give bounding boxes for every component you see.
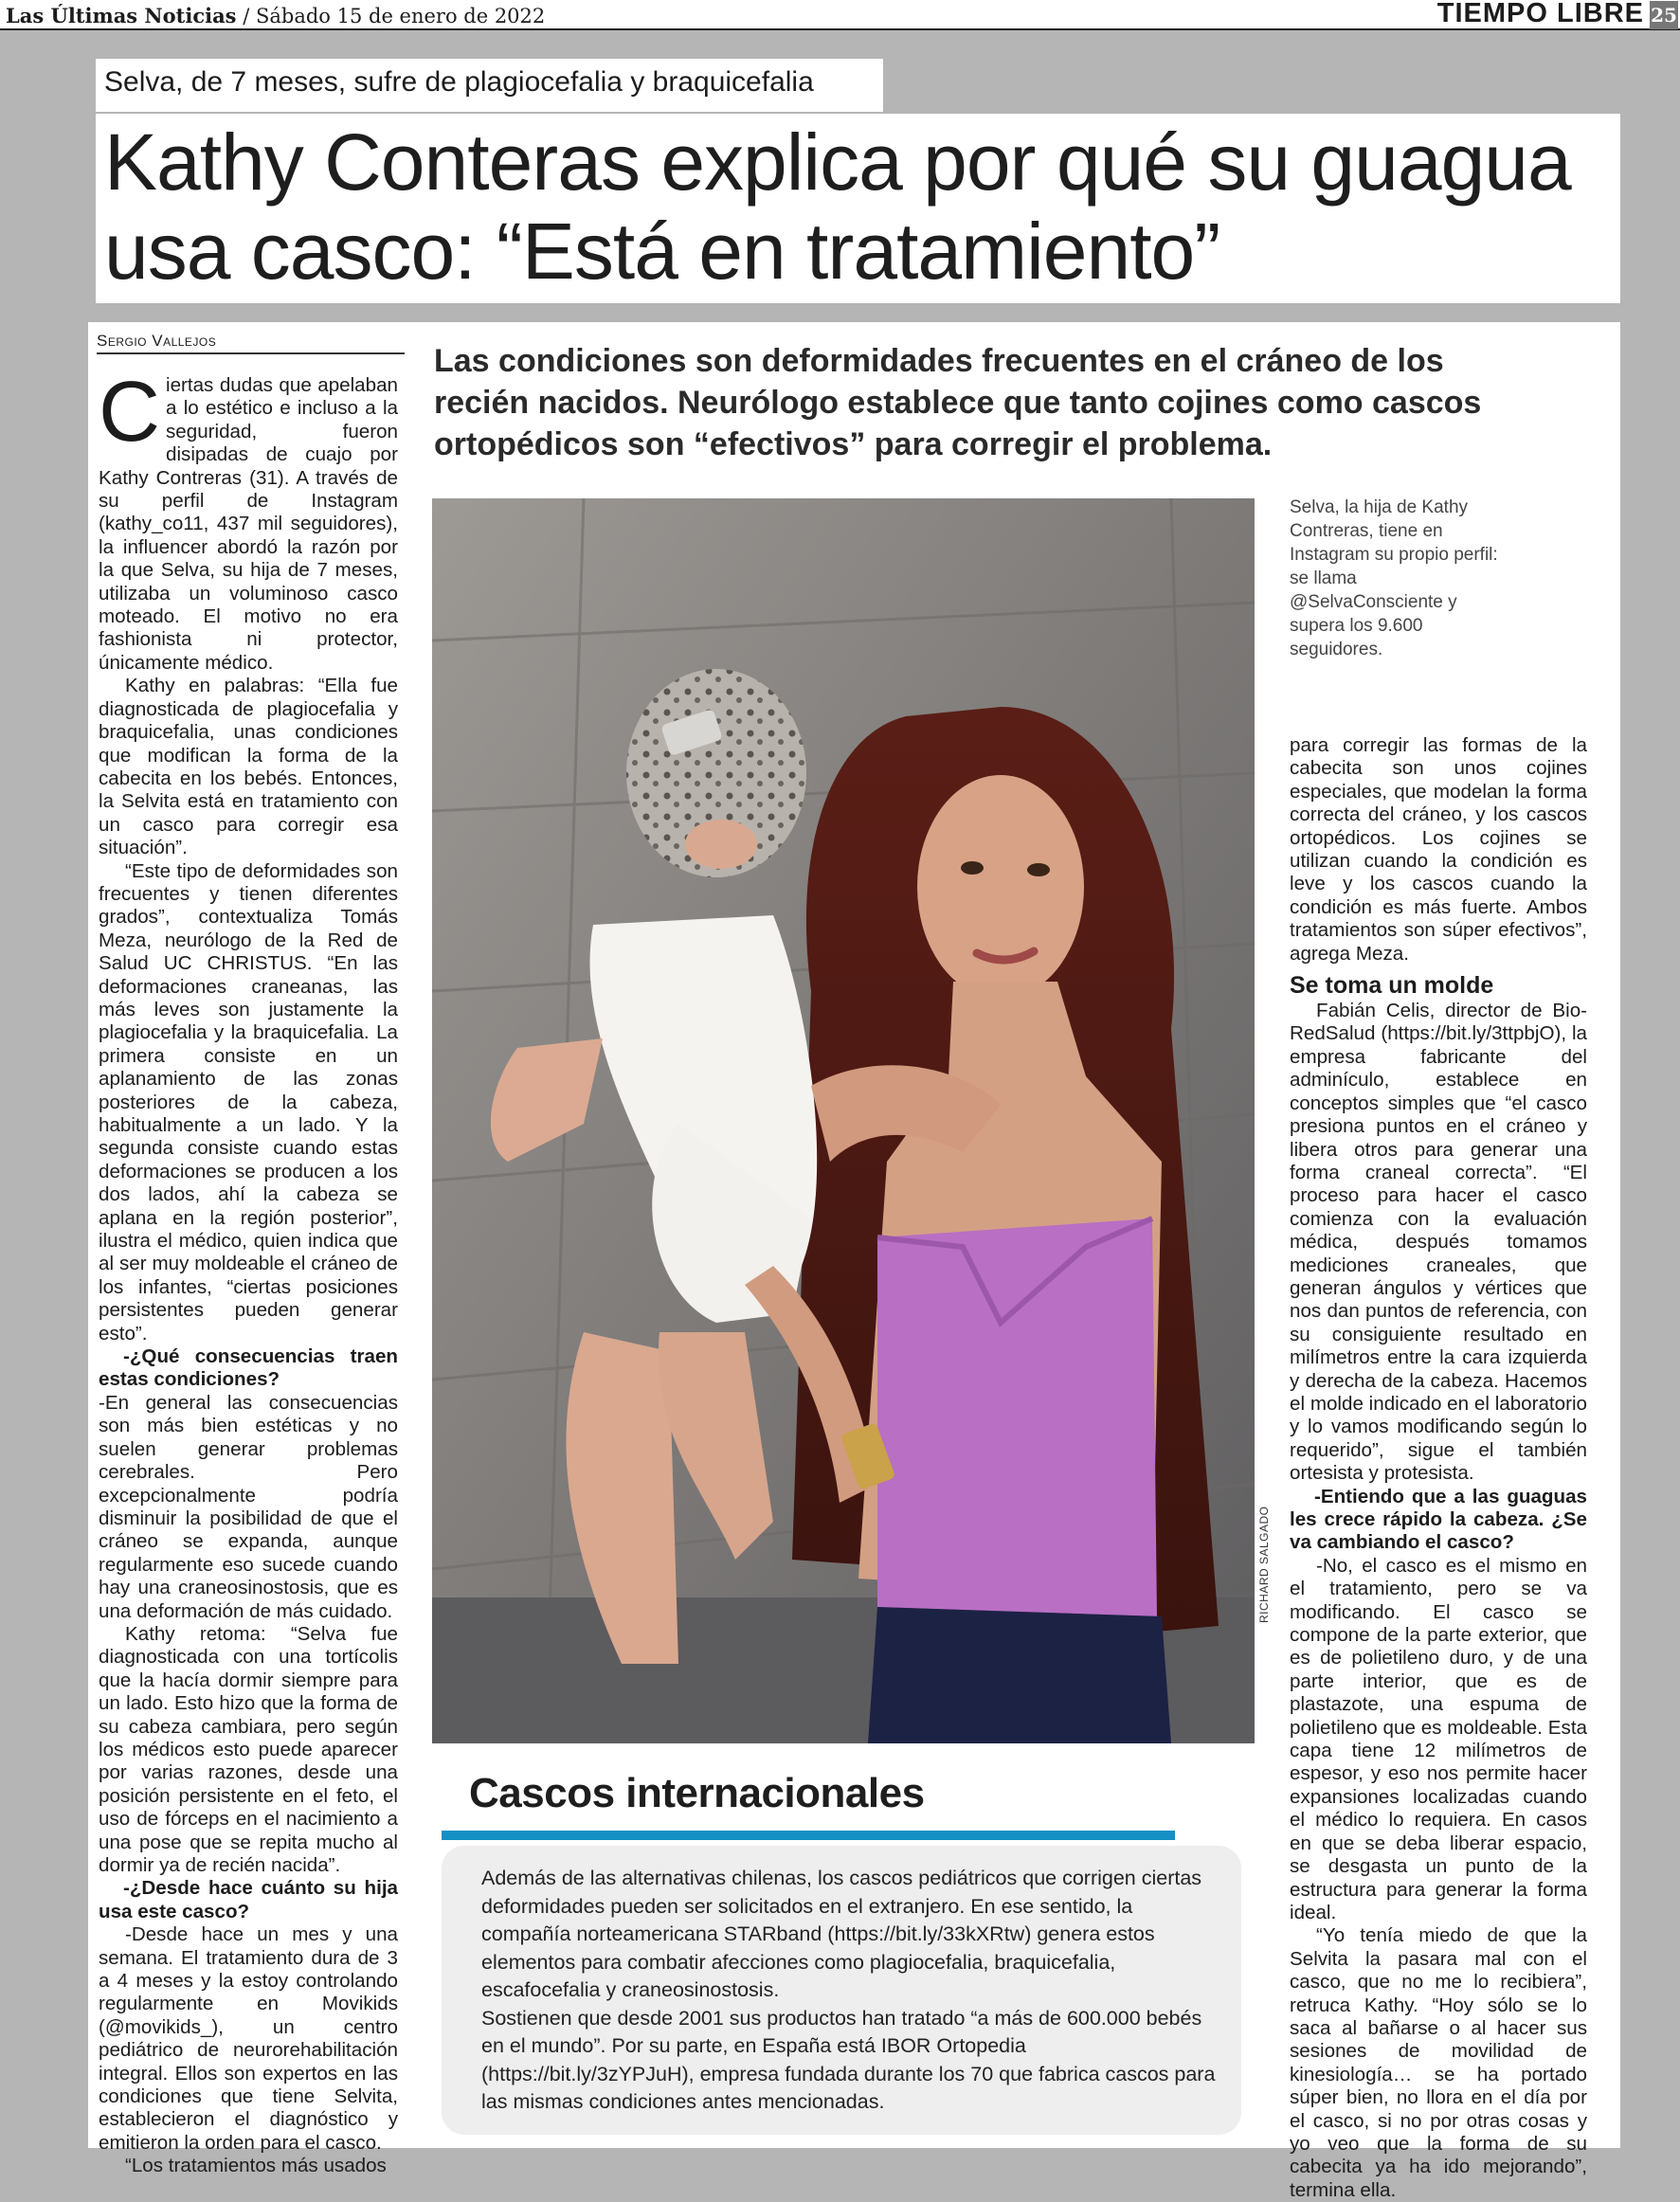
newspaper-name: Las Últimas Noticias [6, 4, 237, 27]
dropcap: C [99, 365, 160, 460]
article-column-3 [1290, 734, 1587, 2202]
sidebar-box-title: Cascos internacionales [469, 1770, 925, 1816]
article-column-1 [99, 365, 398, 2178]
sidebar-box-rule [442, 1831, 1175, 1840]
sidebar-box-text [481, 1865, 1217, 2117]
paragraph: “Yo tenía miedo de que la Selvita la pasara mal con el casco, que no me lo recibiera”, retruca Kathy. “Hoy sólo se lo saca al bañarse o al hacer sus sesiones de movilidad de kinesiología… se ha portado súper bien, no llora en el día por el casco, si no por otras cosas y yo veo que la forma de su cabecita ya ha ido mejorando”, termina ella. [1290, 1924, 1587, 2201]
paragraph: Además de las alternativas chilenas, los cascos pediátricos que corrigen ciertas deformidades pueden ser solicitados en el extranjero. En ese sentido, la compañía norteamericana STARband (https://bit.ly/33kXRtw) genera estos elementos para combatir afecciones como plagiocefalia, braquicefalia, escafocefalia y craneosinostosis. [481, 1867, 1202, 2001]
interview-question: -¿Desde hace cuánto su hija usa este casco? [99, 1877, 398, 1922]
paragraph: “Los tratamientos más usados [125, 2155, 387, 2177]
lede: Las condiciones son deformidades frecuentes en el cráneo de los recién nacidos. Neurólogo establece que tanto cojines como cascos ortopédicos son “efectivos” para corregir el problema. [434, 343, 1482, 462]
photo-credit: RICHARD SALGADO [1257, 1506, 1271, 1623]
interview-question: -¿Qué consecuencias traen estas condiciones? [99, 1345, 398, 1391]
masthead-left [6, 4, 545, 27]
subheading: Se toma un molde [1290, 972, 1494, 1000]
kicker: Selva, de 7 meses, sufre de plagiocefalia y braquicefalia [104, 66, 814, 98]
photo-illustration [432, 498, 1255, 1743]
masthead-separator: / [243, 5, 250, 27]
interview-question: -Entiendo que a las guaguas les crece rápido la cabeza. ¿Se va cambiando el casco? [1290, 1485, 1587, 1554]
paragraph: para corregir las formas de la cabecita son unos cojines especiales, que modelan la forma correcta del cráneo, y los cascos ortopédicos. Los cojines se utilizan cuando la condición es leve y los cascos cuando la condición es más fuerte. Ambos tratamientos son súper efectivos”, agrega Meza. [1290, 734, 1587, 965]
byline: Sergio Vallejos [97, 332, 405, 354]
article-photo [432, 498, 1255, 1743]
issue-date: Sábado 15 de enero de 2022 [255, 5, 546, 27]
paragraph [99, 365, 398, 675]
photo-caption: Selva, la hija de Kathy Contreras, tiene en Instagram su propio perfil: se llama @SelvaConsciente y supera los 9.600 seguidores. [1290, 497, 1498, 659]
paragraph: Kathy retoma: “Selva fue diagnosticada con una tortícolis que la hacía dormir siempre para un lado. Esto hizo que la forma de su cabeza cambiara, pero según los médicos esto puede aparecer por varias razones, desde una posición persistente en el feto, el uso de fórceps en el nacimiento a una pose que se repita mucho al dormir ya de recién nacida”. [99, 1622, 398, 1876]
section-name: TIEMPO LIBRE [1436, 0, 1644, 28]
masthead [0, 0, 1680, 30]
paragraph: Fabián Celis, director de Bio-RedSalud (https://bit.ly/3ttpbjO), la empresa fabricante del adminículo, establece en conceptos simples que “el casco presiona puntos en el cráneo y libera otros para generar una forma craneal correcta”. “El proceso para hacer el casco comienza con la evaluación médica, después tomamos mediciones craneales, que generan ángulos y vértices que nos dan puntos de referencia, con su consiguiente resultado en milímetros entre la cara izquierda y derecha de la cabeza. Hacemos el molde indicado en el laboratorio y lo vamos modificando según lo requerido”, sigue el también ortesista y protesista. [1290, 1000, 1587, 1485]
paragraph: Kathy en palabras: “Ella fue diagnosticada de plagiocefalia y braquicefalia, unas condiciones que modifican la forma de la cabecita en los bebés. Entonces, la Selvita está en tratamiento con un casco para corregir esa situación”. [99, 675, 398, 859]
paragraph-text: iertas dudas que apelaban a lo estético e incluso a la seguridad, fueron disipadas de cuajo por Kathy Contreras (31). A través de su perfil de Instagram (kathy_co11, 437 mil seguidores), la influencer abordó la razón por la que Selva, su hija de 7 meses, utilizaba un voluminoso casco moteado. El motivo no era fashionista ni protector, únicamente médico. [99, 374, 398, 674]
paragraph: Sostienen que desde 2001 sus productos han tratado “a más de 600.000 bebés en el mundo”. Por su parte, en España está IBOR Ortopedia (https://bit.ly/3zYPJuH), empresa fundada durante los 70 que fabrica cascos para las mismas condiciones antes mencionadas. [481, 2006, 1216, 2113]
paragraph: -Desde hace un mes y una semana. El tratamiento dura de 3 a 4 meses y la estoy controlando regularmente en Movikids (@movikids_), un centro pediátrico de neurorehabilitación integral. Ellos son expertos en las condiciones que tiene Selvita, establecieron el diagnóstico y emitieron la orden para el casco. [99, 1923, 398, 2154]
paragraph: -No, el casco es el mismo en el tratamiento, pero se va modificando. El casco se compone de la parte exterior, que es de polietileno duro, y de una parte interior, que es de plastazote, una espuma de polietileno que es moldeable. Esta capa tiene 12 milímetros de espesor, y eso nos permite hacer expansiones localizadas cuando el médico lo requiera. En casos en que se deba liberar espacio, se desgasta un punto de la estructura para generar la forma ideal. [1290, 1554, 1587, 1923]
paragraph: “Este tipo de deformidades son frecuentes y tienen diferentes grados”, contextualiza Tomás Meza, neurólogo de la Red de Salud UC CHRISTUS. “En las deformaciones craneanas, las más leves son justamente la plagiocefalia y la braquicefalia. La primera consiste en un aplanamiento de las zonas posteriores de la cabeza, habitualmente a un lado. Y la segunda consiste cuando estas deformaciones se producen a los dos lados, ahí la cabeza se aplana en la región posterior”, ilustra el médico, quien indica que al ser muy moldeable el cráneo de los infantes, “ciertas posiciones persistentes pueden generar esto”. [99, 859, 398, 1345]
paragraph: -En general las consecuencias son más bien estéticas y no suelen generar problemas cerebrales. Pero excepcionalmente podría disminuir la posibilidad de que el cráneo se expanda, aunque regularmente eso sucede cuando hay una craneosinostosis, que es una deformación de más cuidado. [99, 1391, 398, 1622]
page-number: 25 [1650, 1, 1678, 29]
headline: Kathy Conteras explica por qué su guagua usa casco: “Está en tratamiento” [104, 117, 1571, 296]
